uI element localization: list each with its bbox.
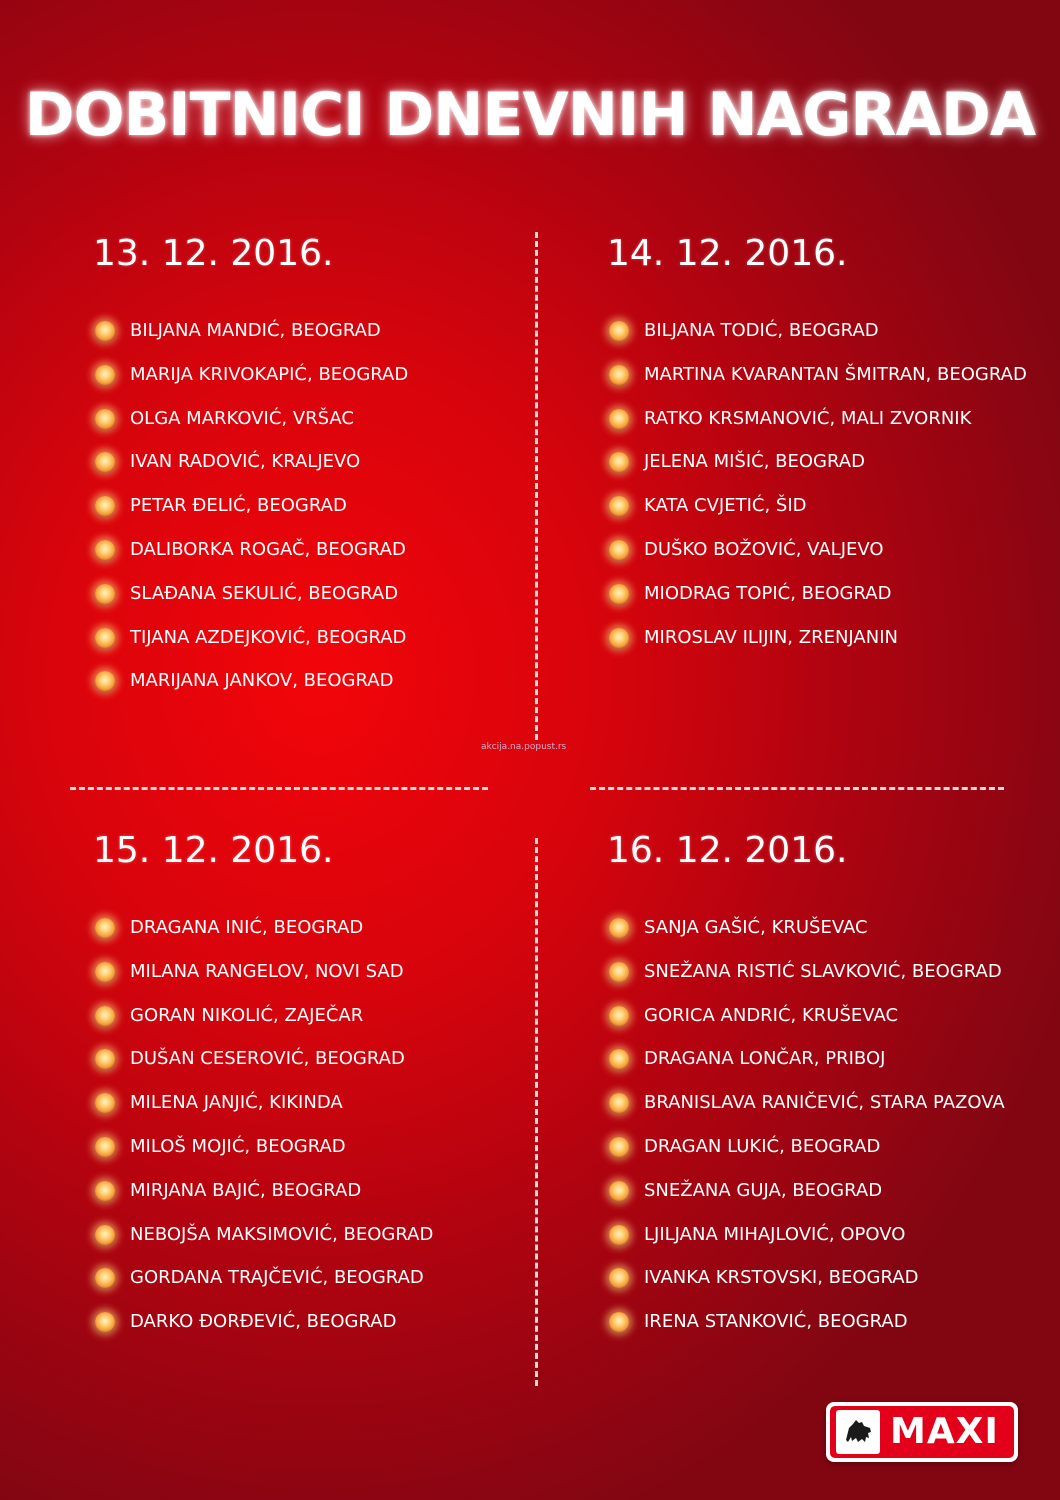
winner-name: OLGA MARKOVIĆ, VRŠAC <box>130 407 354 429</box>
winner-item <box>607 449 1027 493</box>
bulb-icon <box>95 584 115 604</box>
bulb-icon <box>95 321 115 341</box>
winner-item <box>607 1134 1005 1178</box>
bulb-icon <box>95 1049 115 1069</box>
winner-item <box>607 318 1027 362</box>
bulb-icon <box>95 962 115 982</box>
winner-item <box>93 915 433 959</box>
day-section-14-12 <box>607 232 1027 648</box>
winner-item <box>93 959 433 1003</box>
section-date: 15. 12. 2016. <box>93 830 334 871</box>
winner-name: PETAR ĐELIĆ, BEOGRAD <box>130 495 347 517</box>
bulb-icon <box>95 540 115 560</box>
winner-name: DUŠAN CESEROVIĆ, BEOGRAD <box>130 1048 405 1070</box>
bulb-icon <box>609 1181 629 1201</box>
winner-item <box>93 1222 433 1266</box>
winner-item <box>93 1178 433 1222</box>
bulb-icon <box>95 1181 115 1201</box>
bulb-icon <box>609 496 629 516</box>
winner-name: GORAN NIKOLIĆ, ZAJEČAR <box>130 1004 364 1026</box>
bulb-icon <box>609 962 629 982</box>
winner-item <box>93 625 408 669</box>
winner-name: DRAGANA INIĆ, BEOGRAD <box>130 917 364 938</box>
page-title: DOBITNICI DNEVNIH NAGRADA <box>24 80 1036 150</box>
winner-name: MIRJANA BAJIĆ, BEOGRAD <box>130 1179 362 1201</box>
winner-name: DRAGAN LUKIĆ, BEOGRAD <box>644 1135 881 1157</box>
bulb-icon <box>609 1268 629 1288</box>
bulb-icon <box>95 918 115 938</box>
bulb-icon <box>95 1225 115 1245</box>
bulb-icon <box>95 1137 115 1157</box>
winner-name: BRANISLAVA RANIČEVIĆ, STARA PAZOVA <box>644 1092 1005 1114</box>
bulb-icon <box>95 452 115 472</box>
winners-list <box>93 915 433 1353</box>
winner-item <box>607 1090 1005 1134</box>
day-section-13-12 <box>93 232 409 692</box>
bulb-icon <box>95 628 115 648</box>
watermark: akcija.na.popust.rs <box>481 742 567 752</box>
winner-item <box>607 493 1027 537</box>
winner-item <box>607 1222 1005 1266</box>
winner-item <box>93 537 408 581</box>
winners-list <box>93 318 408 712</box>
winner-item <box>607 537 1027 581</box>
winner-name: BILJANA TODIĆ, BEOGRAD <box>644 320 879 341</box>
winner-name: SANJA GAŠIĆ, KRUŠEVAC <box>644 917 868 938</box>
winner-item <box>93 362 408 406</box>
winner-name: IVAN RADOVIĆ, KRALJEVO <box>130 451 361 473</box>
winner-item <box>93 1090 433 1134</box>
bulb-icon <box>95 1312 115 1332</box>
winner-item <box>93 493 408 537</box>
bulb-icon <box>609 1312 629 1332</box>
winner-name: DRAGANA LONČAR, PRIBOJ <box>644 1048 886 1070</box>
winner-item <box>93 668 408 712</box>
winner-item <box>607 1309 1005 1353</box>
logo-badge <box>830 1406 1014 1458</box>
winner-name: TIJANA AZDEJKOVIĆ, BEOGRAD <box>130 626 407 648</box>
winner-name: GORDANA TRAJČEVIĆ, BEOGRAD <box>130 1267 424 1289</box>
winner-item <box>607 406 1027 450</box>
winner-name: KATA CVJETIĆ, ŠID <box>644 495 807 517</box>
winner-name: MIROSLAV ILIJIN, ZRENJANIN <box>644 626 898 648</box>
maxi-logo <box>826 1402 1018 1462</box>
winner-name: LJILJANA MIHAJLOVIĆ, OPOVO <box>644 1223 906 1245</box>
bulb-icon <box>95 496 115 516</box>
winner-name: IRENA STANKOVIĆ, BEOGRAD <box>644 1311 908 1333</box>
vertical-divider-top <box>535 232 538 740</box>
winner-name: DARKO ĐORĐEVIĆ, BEOGRAD <box>130 1311 397 1333</box>
bulb-icon <box>609 918 629 938</box>
bulb-icon <box>95 1006 115 1026</box>
winner-item <box>93 406 408 450</box>
bulb-icon <box>609 365 629 385</box>
day-section-16-12 <box>607 829 1005 1333</box>
bulb-icon <box>609 1137 629 1157</box>
horizontal-divider-left <box>70 787 488 790</box>
winner-name: JELENA MIŠIĆ, BEOGRAD <box>644 451 865 473</box>
winner-name: BILJANA MANDIĆ, BEOGRAD <box>130 320 381 341</box>
winner-name: DALIBORKA ROGAČ, BEOGRAD <box>130 538 406 560</box>
winner-item <box>607 581 1027 625</box>
winner-name: MARIJANA JANKOV, BEOGRAD <box>130 670 394 692</box>
bulb-icon <box>95 671 115 691</box>
bulb-icon <box>609 584 629 604</box>
winner-item <box>607 959 1005 1003</box>
winners-list <box>607 318 1027 668</box>
bulb-icon <box>609 1225 629 1245</box>
bulb-icon <box>609 452 629 472</box>
bulb-icon <box>609 321 629 341</box>
winner-item <box>93 1134 433 1178</box>
winner-name: MIODRAG TOPIĆ, BEOGRAD <box>644 582 892 604</box>
winner-item <box>93 449 408 493</box>
winner-item <box>607 1265 1005 1309</box>
winner-item <box>93 1265 433 1309</box>
winners-list <box>607 915 1005 1353</box>
winner-item <box>93 1309 433 1353</box>
winner-name: SLAĐANA SEKULIĆ, BEOGRAD <box>130 582 399 604</box>
winner-item <box>607 1178 1005 1222</box>
winner-name: MARTINA KVARANTAN ŠMITRAN, BEOGRAD <box>644 363 1027 385</box>
winner-item <box>607 1003 1005 1047</box>
winner-name: DUŠKO BOŽOVIĆ, VALJEVO <box>644 538 884 560</box>
bulb-icon <box>609 540 629 560</box>
winner-item <box>607 915 1005 959</box>
winner-name: NEBOJŠA MAKSIMOVIĆ, BEOGRAD <box>130 1223 434 1245</box>
vertical-divider-bottom <box>535 838 538 1386</box>
day-section-15-12 <box>93 829 434 1333</box>
bulb-icon <box>95 1093 115 1113</box>
bulb-icon <box>609 628 629 648</box>
bulb-icon <box>609 1006 629 1026</box>
winner-name: RATKO KRSMANOVIĆ, MALI ZVORNIK <box>644 407 972 429</box>
winner-item <box>93 1003 433 1047</box>
winner-name: MARIJA KRIVOKAPIĆ, BEOGRAD <box>130 363 409 385</box>
lion-icon <box>836 1410 880 1454</box>
winner-name: MILANA RANGELOV, NOVI SAD <box>130 960 404 982</box>
winner-item <box>607 625 1027 669</box>
winner-name: IVANKA KRSTOVSKI, BEOGRAD <box>644 1267 919 1289</box>
winner-name: MILENA JANJIĆ, KIKINDA <box>130 1092 343 1114</box>
section-date: 16. 12. 2016. <box>607 830 848 871</box>
bulb-icon <box>95 409 115 429</box>
bulb-icon <box>609 1093 629 1113</box>
winner-item <box>93 318 408 362</box>
bulb-icon <box>95 365 115 385</box>
winner-name: MILOŠ MOJIĆ, BEOGRAD <box>130 1135 346 1157</box>
bulb-icon <box>609 1049 629 1069</box>
winner-item <box>93 1046 433 1090</box>
section-date: 14. 12. 2016. <box>607 233 848 274</box>
horizontal-divider-right <box>590 787 1004 790</box>
bulb-icon <box>95 1268 115 1288</box>
section-date: 13. 12. 2016. <box>93 233 334 274</box>
winner-item <box>607 1046 1005 1090</box>
winner-name: SNEŽANA RISTIĆ SLAVKOVIĆ, BEOGRAD <box>644 960 1002 982</box>
bulb-icon <box>609 409 629 429</box>
winner-name: SNEŽANA GUJA, BEOGRAD <box>644 1179 883 1201</box>
winner-name: GORICA ANDRIĆ, KRUŠEVAC <box>644 1004 899 1026</box>
winner-item <box>93 581 408 625</box>
winner-item <box>607 362 1027 406</box>
logo-text: MAXI <box>890 1411 999 1452</box>
